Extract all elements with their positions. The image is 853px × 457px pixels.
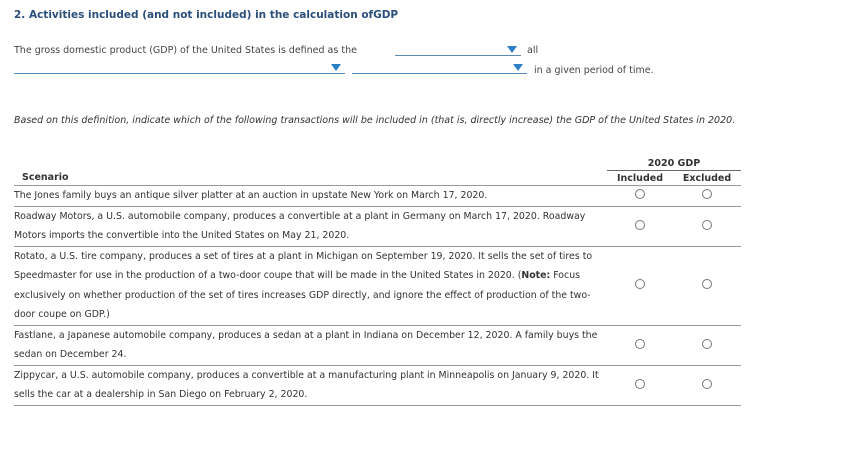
excluded-radio[interactable] xyxy=(702,339,712,349)
table-row xyxy=(14,246,741,325)
scenario-text-part2: Focus exclusively on whether production of the set of tires increases GDP directly, and ignore the effect of production of the two-door coupe on GDP.) xyxy=(14,270,591,320)
definition-prefix: The gross domestic product (GDP) of the United States is defined as the xyxy=(14,45,357,56)
chevron-down-icon xyxy=(331,64,341,71)
excluded-radio[interactable] xyxy=(702,189,712,199)
definition-after-third: in a given period of time. xyxy=(534,65,654,76)
excluded-column-header: Excluded xyxy=(682,172,732,184)
scenario-text xyxy=(14,246,607,325)
included-radio[interactable] xyxy=(635,189,645,199)
gdp-definition-dropdown-1[interactable] xyxy=(395,45,521,56)
table-row xyxy=(14,206,741,246)
scenario-text-part1: Rotato, a U.S. tire company, produces a set of tires at a plant in Michigan on September 19, 2020. It sells the set of tires to Speedmaster for use in the production of a two-door coupe that will be made in the United States in 2020. ( xyxy=(14,250,593,281)
included-radio[interactable] xyxy=(635,220,645,230)
definition-after-first: all xyxy=(527,45,539,56)
scenario-text: Fastlane, a Japanese automobile company, produces a sedan at a plant in Indiana on December 12, 2020. A family buys the sedan on December 24. xyxy=(14,329,598,360)
gdp-definition-dropdown-2[interactable] xyxy=(14,63,345,74)
scenario-text: Zippycar, a U.S. automobile company, produces a convertible at a manufacturing plant in Minneapolis on January 9, 2020. It sells the car at a dealership in San Diego on February 2, 2020. xyxy=(14,369,599,400)
scenario-table xyxy=(14,156,741,406)
table-row xyxy=(14,186,741,207)
table-row xyxy=(14,365,741,405)
table-row xyxy=(14,325,741,365)
scenario-column-header: Scenario xyxy=(22,172,69,184)
instruction-text: Based on this definition, indicate which of the following transactions will be included in (that is, directly increase) the GDP of the United States in 2020. xyxy=(14,115,736,126)
chevron-down-icon xyxy=(507,46,517,53)
chevron-down-icon xyxy=(513,64,523,71)
note-label: Note: xyxy=(521,270,551,281)
question-heading: 2. Activities included (and not included) in the calculation ofGDP xyxy=(14,9,399,21)
group-header: 2020 GDP xyxy=(607,156,741,171)
gdp-definition-dropdown-3[interactable] xyxy=(352,63,527,74)
excluded-radio[interactable] xyxy=(702,379,712,389)
included-radio[interactable] xyxy=(635,339,645,349)
excluded-radio[interactable] xyxy=(702,220,712,230)
excluded-radio[interactable] xyxy=(702,279,712,289)
scenario-text: The Jones family buys an antique silver platter at an auction in upstate New York on March 17, 2020. xyxy=(14,190,488,201)
included-column-header: Included xyxy=(617,172,663,184)
included-radio[interactable] xyxy=(635,279,645,289)
scenario-text: Roadway Motors, a U.S. automobile company, produces a convertible at a plant in Germany on March 17, 2020. Roadway Motors imports the convertible into the United States on May 21, 2020. xyxy=(14,210,586,241)
included-radio[interactable] xyxy=(635,379,645,389)
